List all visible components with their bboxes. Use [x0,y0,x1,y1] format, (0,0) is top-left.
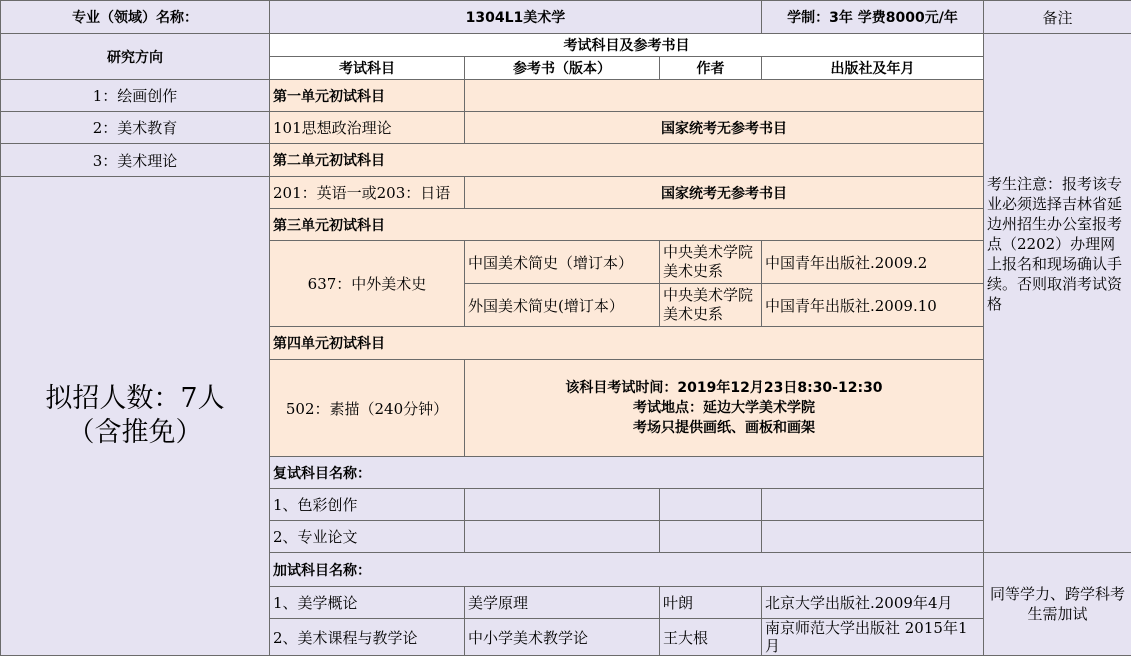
unit3-subject: 637：中外美术史 [270,241,465,327]
unit3-publisher: 中国青年出版社.2009.2 [762,241,984,284]
col-author-header: 作者 [660,57,762,80]
col-book-header: 参考书（版本） [465,57,660,80]
unit4-exam-info [465,360,984,457]
unit4-title: 第四单元初试科目 [270,327,984,360]
empty-cell [762,489,984,521]
empty-cell [465,489,660,521]
extra-publisher: 南京师范大学出版社 2015年1月 [762,619,984,656]
retest-item: 2、专业论文 [270,521,465,553]
unit1-note: 国家统考无参考书目 [465,112,984,144]
extra-subject: 2、美术课程与教学论 [270,619,465,656]
empty-cell [660,521,762,553]
research-direction-header: 研究方向 [1,34,270,80]
enrollment-note: （含推免） [4,416,266,450]
unit1-blank [465,80,984,112]
extra-subject: 1、美学概论 [270,587,465,619]
notes-main [984,34,1131,553]
unit3-author: 中央美术学院美术史系 [660,284,762,327]
col-publisher-header: 出版社及年月 [762,57,984,80]
unit3-publisher: 中国青年出版社.2009.10 [762,284,984,327]
exam-time: 该科目考试时间：2019年12月23日8:30-12:30 [468,378,980,398]
extra-publisher: 北京大学出版社.2009年4月 [762,587,984,619]
direction-item: 1：绘画创作 [1,80,270,112]
unit3-book: 外国美术简史(增订本） [465,284,660,327]
empty-cell [465,521,660,553]
retest-item: 1、色彩创作 [270,489,465,521]
unit3-author: 中央美术学院美术史系 [660,241,762,284]
unit3-title: 第三单元初试科目 [270,209,984,241]
unit2-title: 第二单元初试科目 [270,144,984,177]
extra-title: 加试科目名称： [270,553,984,587]
unit2-subject: 201：英语一或203：日语 [270,177,465,209]
empty-cell [660,489,762,521]
exam-supplies: 考场只提供画纸、画板和画架 [468,418,980,438]
unit4-subject: 502：素描（240分钟） [270,360,465,457]
exam-place: 考试地点：延边大学美术学院 [468,398,980,418]
remarks-header: 备注 [984,1,1131,34]
retest-title: 复试科目名称： [270,457,984,489]
empty-cell [762,521,984,553]
direction-item: 2：美术教育 [1,112,270,144]
duration-fee: 学制：3年 学费8000元/年 [762,1,984,34]
extra-book: 中小学美术教学论 [465,619,660,656]
direction-item: 3：美术理论 [1,144,270,177]
registration-note: 考生注意：报考该专业必须选择吉林省延边州招生办公室报考点（2202）办理网上报名和现场确认手续。否则取消考试资格 [987,174,1128,314]
subjects-books-header: 考试科目及参考书目 [270,34,984,57]
extra-book: 美学原理 [465,587,660,619]
extra-note: 同等学力、跨学科考生需加试 [984,553,1131,656]
unit1-title: 第一单元初试科目 [270,80,465,112]
col-subject-header: 考试科目 [270,57,465,80]
enrollment-cell [1,177,270,656]
major-label: 专业（领域）名称： [1,1,270,34]
unit2-note: 国家统考无参考书目 [465,177,984,209]
extra-author: 叶朗 [660,587,762,619]
extra-author: 王大根 [660,619,762,656]
unit1-subject: 101思想政治理论 [270,112,465,144]
unit3-book: 中国美术简史（增订本） [465,241,660,284]
enrollment-count: 拟招人数：7人 [4,382,266,416]
major-value: 1304L1美术学 [270,1,762,34]
